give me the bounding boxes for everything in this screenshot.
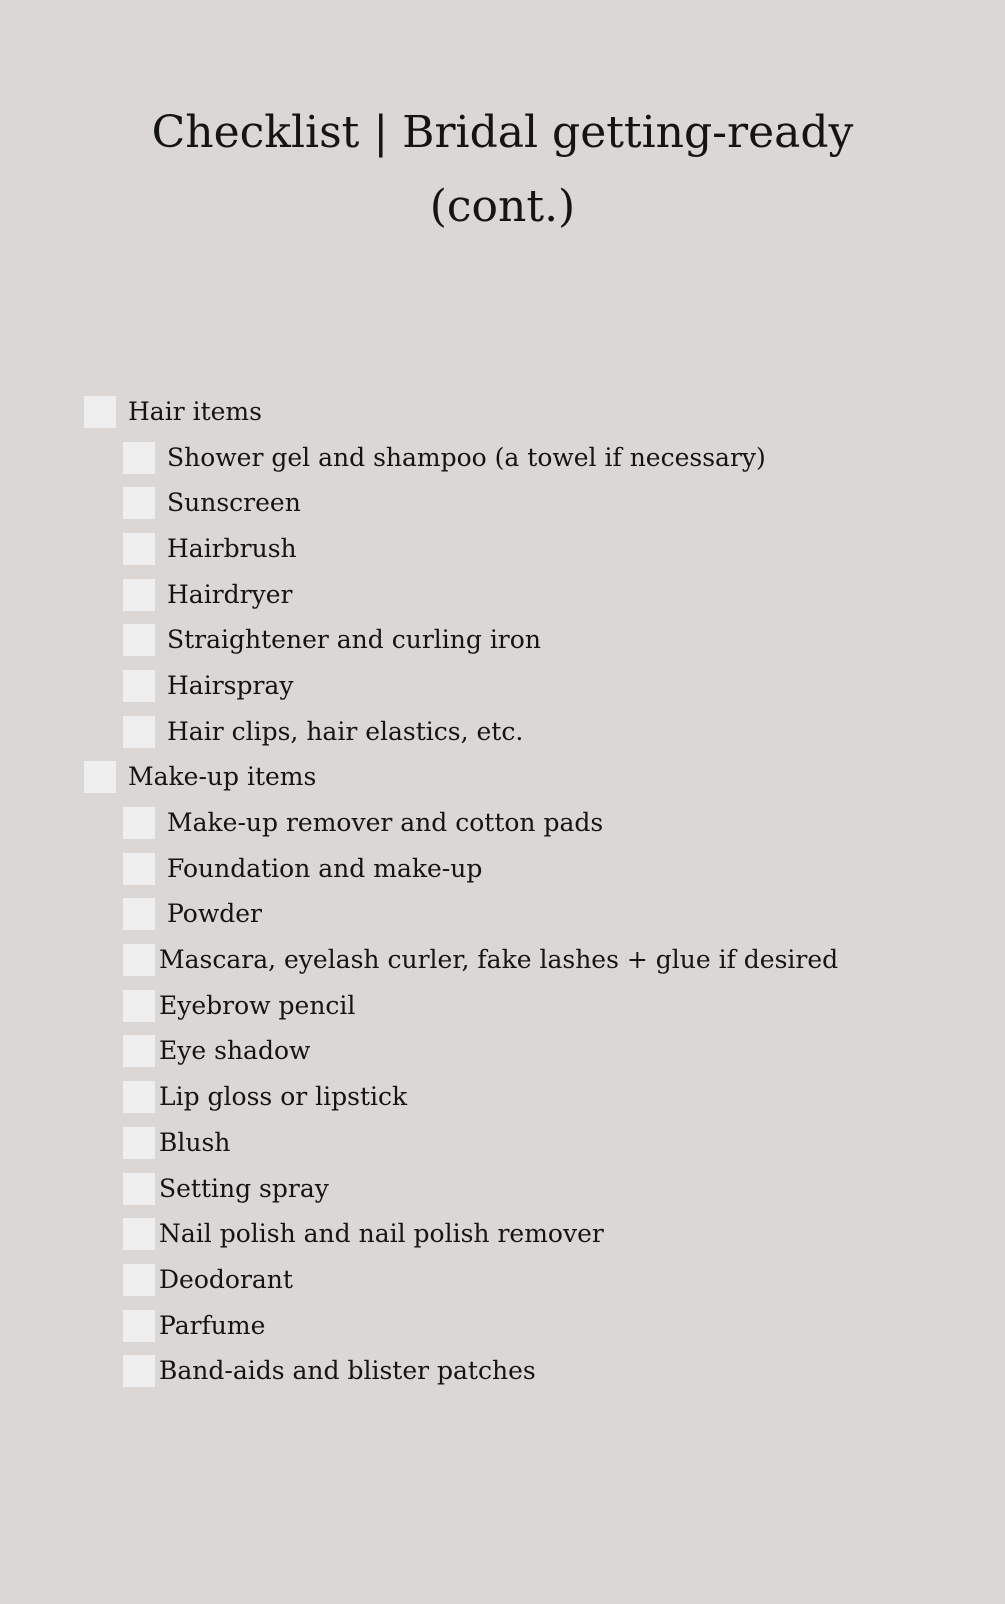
checklist-section-row[interactable]: [0, 389, 1005, 435]
checklist-item-label: Straightener and curling iron: [167, 625, 541, 655]
checklist-item-label: Deodorant: [159, 1264, 293, 1294]
checklist-item-row[interactable]: [0, 526, 1005, 572]
checklist-item-label: Sunscreen: [167, 488, 301, 518]
checklist-item-label: Make-up remover and cotton pads: [167, 808, 604, 838]
checklist-item-row[interactable]: [0, 663, 1005, 709]
checklist-item-row[interactable]: [0, 800, 1005, 846]
checkbox[interactable]: [123, 898, 155, 930]
checklist-item-label: Setting spray: [159, 1173, 329, 1203]
checkbox[interactable]: [123, 670, 155, 702]
checkbox[interactable]: [84, 761, 116, 793]
checklist-item-row[interactable]: [0, 572, 1005, 618]
checklist-item-row[interactable]: [0, 892, 1005, 938]
checklist-item-label: Powder: [167, 899, 263, 929]
page-title-line-1: Checklist | Bridal getting-ready: [151, 107, 854, 158]
checklist-item-row[interactable]: [0, 1074, 1005, 1120]
checklist-item-label: Make-up items: [128, 762, 317, 792]
checkbox[interactable]: [123, 716, 155, 748]
checklist-item-label: Hair items: [128, 396, 262, 426]
checklist-item-label: Parfume: [159, 1310, 266, 1340]
checklist-item-row[interactable]: [0, 617, 1005, 663]
checklist-item-label: Lip gloss or lipstick: [159, 1082, 408, 1112]
checkbox[interactable]: [84, 396, 116, 428]
checkbox[interactable]: [123, 1035, 155, 1067]
page-title: [0, 96, 1005, 244]
checklist-item-row[interactable]: [0, 1029, 1005, 1075]
checklist-section-row[interactable]: [0, 755, 1005, 801]
checkbox[interactable]: [123, 990, 155, 1022]
checklist-item-label: Hair clips, hair elastics, etc.: [167, 716, 524, 746]
checklist-item-label: Eye shadow: [159, 1036, 311, 1066]
checkbox[interactable]: [123, 442, 155, 474]
checklist-item-row[interactable]: [0, 1257, 1005, 1303]
checkbox[interactable]: [123, 1127, 155, 1159]
checklist-item-label: Nail polish and nail polish remover: [159, 1219, 604, 1249]
checkbox[interactable]: [123, 1310, 155, 1342]
checklist-item-label: Hairbrush: [167, 533, 297, 563]
checkbox[interactable]: [123, 1173, 155, 1205]
checklist-item-label: Foundation and make-up: [167, 853, 483, 883]
checklist: [0, 389, 1005, 1394]
checklist-item-label: Shower gel and shampoo (a towel if necessary): [167, 442, 766, 472]
checklist-item-row[interactable]: [0, 1211, 1005, 1257]
checkbox[interactable]: [123, 1218, 155, 1250]
checkbox[interactable]: [123, 624, 155, 656]
checklist-item-row[interactable]: [0, 480, 1005, 526]
checklist-item-row[interactable]: [0, 1166, 1005, 1212]
checklist-item-row[interactable]: [0, 1120, 1005, 1166]
checkbox[interactable]: [123, 807, 155, 839]
checkbox[interactable]: [123, 579, 155, 611]
checkbox[interactable]: [123, 944, 155, 976]
checkbox[interactable]: [123, 1264, 155, 1296]
checkbox[interactable]: [123, 1081, 155, 1113]
checklist-item-label: Hairdryer: [167, 579, 293, 609]
checkbox[interactable]: [123, 853, 155, 885]
checklist-item-label: Eyebrow pencil: [159, 990, 356, 1020]
page-title-line-2: (cont.): [429, 181, 576, 232]
checklist-item-row[interactable]: [0, 1348, 1005, 1394]
checkbox[interactable]: [123, 1355, 155, 1387]
checkbox[interactable]: [123, 533, 155, 565]
checklist-item-label: Mascara, eyelash curler, fake lashes + glue if desired: [159, 945, 839, 975]
checklist-item-label: Band-aids and blister patches: [159, 1356, 536, 1386]
checkbox[interactable]: [123, 487, 155, 519]
checklist-item-label: Hairspray: [167, 670, 294, 700]
checklist-item-row[interactable]: [0, 1303, 1005, 1349]
checklist-item-row[interactable]: [0, 983, 1005, 1029]
checklist-item-row[interactable]: [0, 709, 1005, 755]
checklist-item-row[interactable]: [0, 435, 1005, 481]
checklist-item-row[interactable]: [0, 937, 1005, 983]
checklist-item-row[interactable]: [0, 846, 1005, 892]
checklist-item-label: Blush: [159, 1127, 231, 1157]
